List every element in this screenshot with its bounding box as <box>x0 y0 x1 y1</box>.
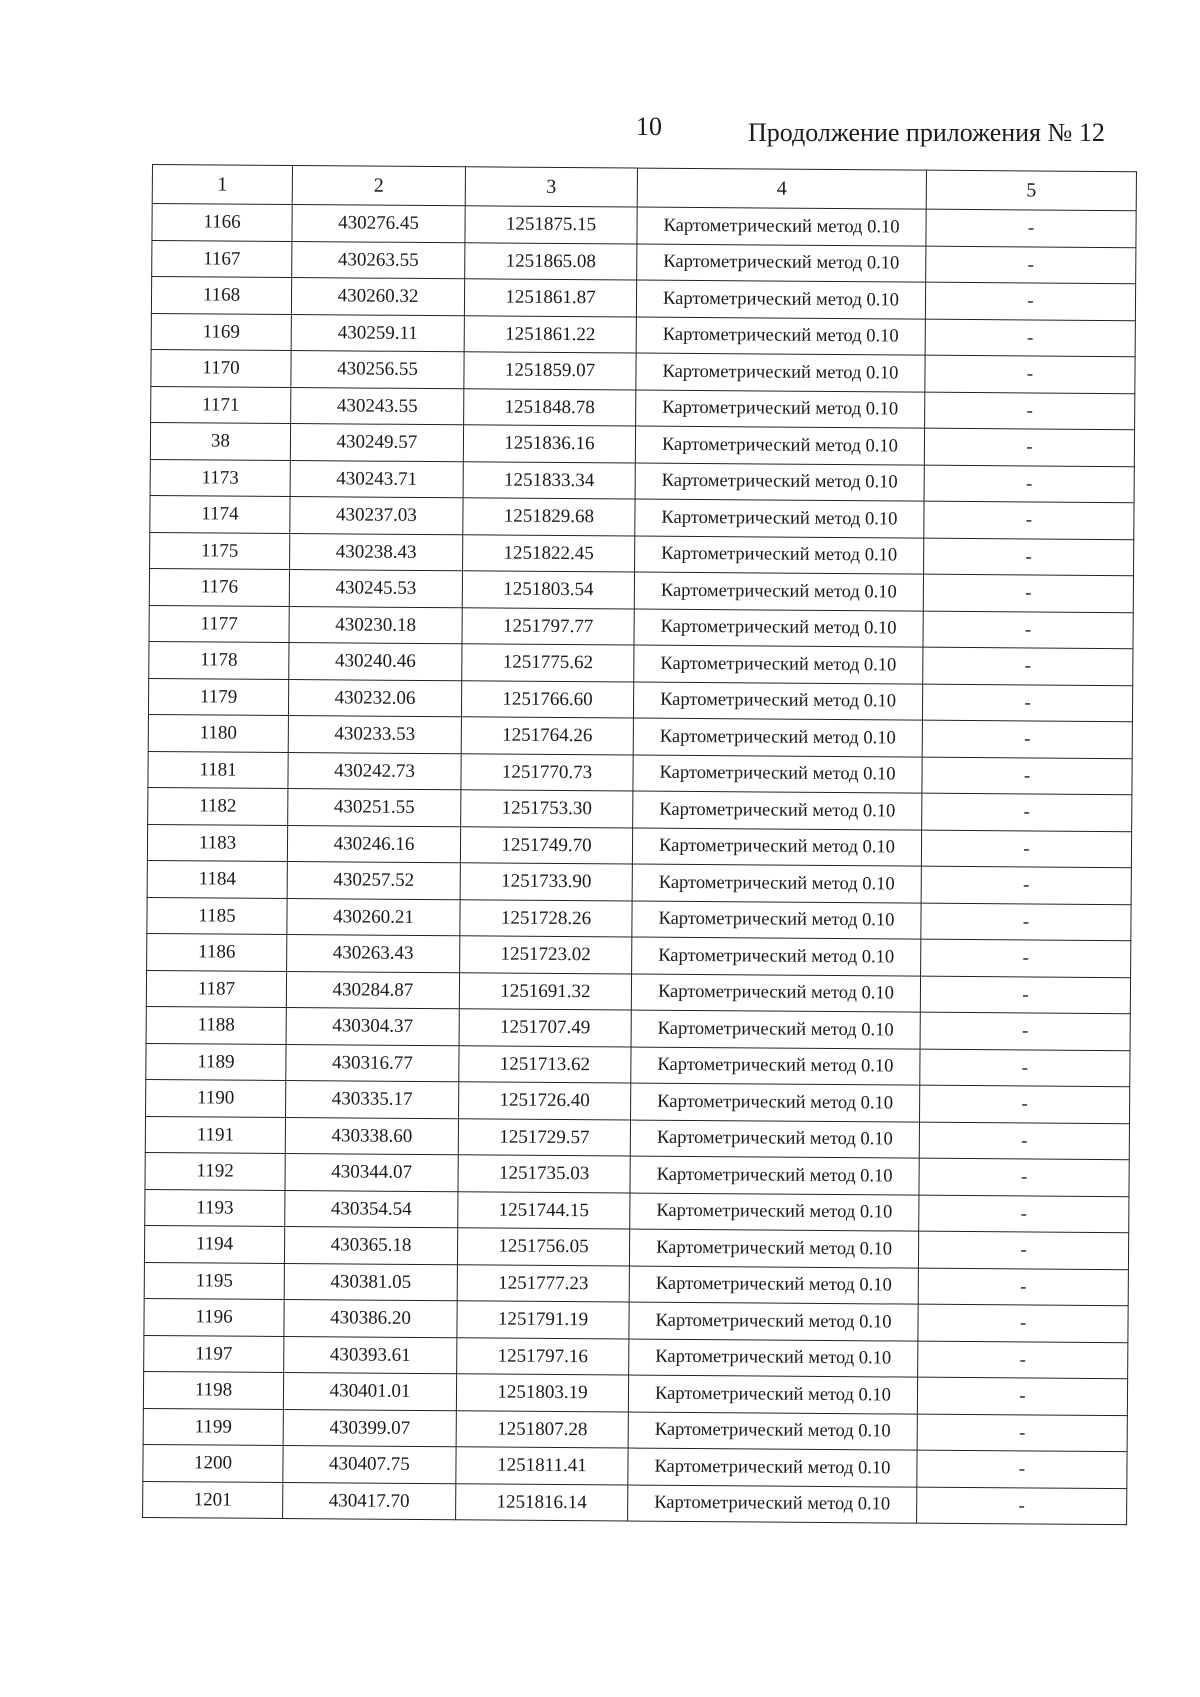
method-cell: Картометрический метод 0.10 <box>635 426 924 465</box>
y-coordinate-cell: 1251756.05 <box>457 1228 629 1266</box>
method-cell: Картометрический метод 0.10 <box>632 864 921 903</box>
point-number-cell: 1180 <box>148 714 288 752</box>
coordinates-table <box>142 164 1137 1525</box>
note-cell: - <box>925 319 1135 357</box>
method-cell: Картометрический метод 0.10 <box>632 828 921 867</box>
x-coordinate-cell: 430338.60 <box>285 1117 458 1155</box>
point-number-cell: 1181 <box>148 751 288 789</box>
x-coordinate-cell: 430238.43 <box>290 533 463 571</box>
x-coordinate-cell: 430304.37 <box>286 1008 459 1046</box>
point-number-cell: 1182 <box>148 787 288 825</box>
y-coordinate-cell: 1251875.15 <box>465 206 637 244</box>
method-cell: Картометрический метод 0.10 <box>630 1120 919 1159</box>
y-coordinate-cell: 1251775.62 <box>462 644 634 682</box>
note-cell: - <box>921 903 1131 941</box>
point-number-cell: 1168 <box>151 277 291 315</box>
x-coordinate-cell: 430242.73 <box>288 752 461 790</box>
point-number-cell: 1185 <box>147 897 287 935</box>
method-cell: Картометрический метод 0.10 <box>629 1229 918 1268</box>
page-header <box>0 112 1200 152</box>
point-number-cell: 1198 <box>143 1371 283 1409</box>
method-cell: Картометрический метод 0.10 <box>635 499 924 538</box>
table-body <box>143 204 1137 1525</box>
note-cell: - <box>920 976 1130 1014</box>
method-cell: Картометрический метод 0.10 <box>636 390 925 429</box>
x-coordinate-cell: 430251.55 <box>288 789 461 827</box>
y-coordinate-cell: 1251728.26 <box>460 899 632 937</box>
point-number-cell: 1179 <box>148 678 288 716</box>
point-number-cell: 1166 <box>152 204 292 242</box>
point-number-cell: 1192 <box>145 1152 285 1190</box>
y-coordinate-cell: 1251797.16 <box>457 1337 629 1375</box>
y-coordinate-cell: 1251865.08 <box>465 242 637 280</box>
x-coordinate-cell: 430243.71 <box>290 460 463 498</box>
x-coordinate-cell: 430237.03 <box>290 497 463 535</box>
method-cell: Картометрический метод 0.10 <box>633 682 922 721</box>
note-cell: - <box>918 1231 1128 1269</box>
y-coordinate-cell: 1251726.40 <box>459 1082 631 1120</box>
note-cell: - <box>925 282 1135 320</box>
point-number-cell: 1173 <box>150 459 290 497</box>
method-cell: Картометрический метод 0.10 <box>634 645 923 684</box>
y-coordinate-cell: 1251733.90 <box>460 863 632 901</box>
point-number-cell: 1174 <box>150 495 290 533</box>
method-cell: Картометрический метод 0.10 <box>633 718 922 757</box>
method-cell: Картометрический метод 0.10 <box>628 1412 917 1451</box>
method-cell: Картометрический метод 0.10 <box>636 353 925 392</box>
x-coordinate-cell: 430230.18 <box>289 606 462 644</box>
note-cell: - <box>920 1049 1130 1087</box>
note-cell: - <box>922 793 1132 831</box>
note-cell: - <box>918 1341 1128 1379</box>
note-cell: - <box>917 1414 1127 1452</box>
column-header-3: 3 <box>465 167 637 207</box>
x-coordinate-cell: 430335.17 <box>286 1081 459 1119</box>
note-cell: - <box>917 1487 1127 1525</box>
x-coordinate-cell: 430407.75 <box>283 1445 456 1483</box>
point-number-cell: 1194 <box>144 1225 284 1263</box>
point-number-cell: 1187 <box>146 970 286 1008</box>
note-cell: - <box>925 392 1135 430</box>
y-coordinate-cell: 1251749.70 <box>460 826 632 864</box>
y-coordinate-cell: 1251811.41 <box>456 1447 628 1485</box>
y-coordinate-cell: 1251753.30 <box>461 790 633 828</box>
note-cell: - <box>921 939 1131 977</box>
y-coordinate-cell: 1251735.03 <box>458 1155 630 1193</box>
point-number-cell: 1201 <box>143 1481 283 1519</box>
note-cell: - <box>920 1085 1130 1123</box>
point-number-cell: 1200 <box>143 1444 283 1482</box>
y-coordinate-cell: 1251723.02 <box>460 936 632 974</box>
y-coordinate-cell: 1251691.32 <box>459 972 631 1010</box>
method-cell: Картометрический метод 0.10 <box>628 1375 917 1414</box>
note-cell: - <box>924 428 1134 466</box>
point-number-cell: 1175 <box>150 532 290 570</box>
point-number-cell: 1167 <box>152 240 292 278</box>
method-cell: Картометрический метод 0.10 <box>631 1083 920 1122</box>
y-coordinate-cell: 1251829.68 <box>463 498 635 536</box>
y-coordinate-cell: 1251729.57 <box>458 1118 630 1156</box>
x-coordinate-cell: 430344.07 <box>285 1154 458 1192</box>
point-number-cell: 1197 <box>144 1335 284 1373</box>
method-cell: Картометрический метод 0.10 <box>636 317 925 356</box>
y-coordinate-cell: 1251848.78 <box>464 388 636 426</box>
method-cell: Картометрический метод 0.10 <box>637 207 926 246</box>
method-cell: Картометрический метод 0.10 <box>633 755 922 794</box>
method-cell: Картометрический метод 0.10 <box>637 244 926 283</box>
x-coordinate-cell: 430260.32 <box>291 278 464 316</box>
method-cell: Картометрический метод 0.10 <box>632 937 921 976</box>
y-coordinate-cell: 1251766.60 <box>461 680 633 718</box>
method-cell: Картометрический метод 0.10 <box>631 1047 920 1086</box>
point-number-cell: 1188 <box>146 1006 286 1044</box>
x-coordinate-cell: 430257.52 <box>287 862 460 900</box>
note-cell: - <box>919 1158 1129 1196</box>
column-header-2: 2 <box>292 166 465 206</box>
y-coordinate-cell: 1251816.14 <box>456 1483 628 1521</box>
x-coordinate-cell: 430401.01 <box>283 1372 456 1410</box>
y-coordinate-cell: 1251764.26 <box>461 717 633 755</box>
method-cell: Картометрический метод 0.10 <box>634 609 923 648</box>
method-cell: Картометрический метод 0.10 <box>636 280 925 319</box>
note-cell: - <box>920 1012 1130 1050</box>
method-cell: Картометрический метод 0.10 <box>631 1010 920 1049</box>
point-number-cell: 1199 <box>143 1408 283 1446</box>
note-cell: - <box>924 501 1134 539</box>
x-coordinate-cell: 430246.16 <box>287 825 460 863</box>
x-coordinate-cell: 430284.87 <box>286 971 459 1009</box>
x-coordinate-cell: 430256.55 <box>291 351 464 389</box>
note-cell: - <box>921 830 1131 868</box>
y-coordinate-cell: 1251861.87 <box>464 279 636 317</box>
method-cell: Картометрический метод 0.10 <box>634 572 923 611</box>
table-row <box>143 1481 1127 1525</box>
note-cell: - <box>926 209 1136 247</box>
y-coordinate-cell: 1251807.28 <box>456 1410 628 1448</box>
x-coordinate-cell: 430260.21 <box>287 898 460 936</box>
x-coordinate-cell: 430249.57 <box>290 424 463 462</box>
point-number-cell: 1186 <box>147 933 287 971</box>
y-coordinate-cell: 1251791.19 <box>457 1301 629 1339</box>
x-coordinate-cell: 430276.45 <box>292 205 465 243</box>
x-coordinate-cell: 430316.77 <box>286 1044 459 1082</box>
note-cell: - <box>925 355 1135 393</box>
x-coordinate-cell: 430232.06 <box>288 679 461 717</box>
method-cell: Картометрический метод 0.10 <box>635 536 924 575</box>
point-number-cell: 1190 <box>146 1079 286 1117</box>
y-coordinate-cell: 1251859.07 <box>464 352 636 390</box>
x-coordinate-cell: 430263.43 <box>287 935 460 973</box>
method-cell: Картометрический метод 0.10 <box>628 1448 917 1487</box>
y-coordinate-cell: 1251803.54 <box>462 571 634 609</box>
note-cell: - <box>924 538 1134 576</box>
note-cell: - <box>921 866 1131 904</box>
point-number-cell: 1169 <box>151 313 291 351</box>
method-cell: Картометрический метод 0.10 <box>629 1266 918 1305</box>
method-cell: Картометрический метод 0.10 <box>635 463 924 502</box>
point-number-cell: 1196 <box>144 1298 284 1336</box>
y-coordinate-cell: 1251707.49 <box>459 1009 631 1047</box>
x-coordinate-cell: 430243.55 <box>291 387 464 425</box>
note-cell: - <box>926 246 1136 284</box>
note-cell: - <box>918 1268 1128 1306</box>
method-cell: Картометрический метод 0.10 <box>629 1302 918 1341</box>
note-cell: - <box>917 1450 1127 1488</box>
y-coordinate-cell: 1251777.23 <box>457 1264 629 1302</box>
point-number-cell: 1193 <box>145 1189 285 1227</box>
point-number-cell: 1191 <box>145 1116 285 1154</box>
point-number-cell: 1171 <box>151 386 291 424</box>
method-cell: Картометрический метод 0.10 <box>633 791 922 830</box>
x-coordinate-cell: 430259.11 <box>291 314 464 352</box>
note-cell: - <box>924 465 1134 503</box>
note-cell: - <box>919 1122 1129 1160</box>
point-number-cell: 1195 <box>144 1262 284 1300</box>
y-coordinate-cell: 1251861.22 <box>464 315 636 353</box>
point-number-cell: 1184 <box>147 860 287 898</box>
column-header-4: 4 <box>637 168 926 209</box>
x-coordinate-cell: 430354.54 <box>285 1190 458 1228</box>
method-cell: Картометрический метод 0.10 <box>632 901 921 940</box>
x-coordinate-cell: 430365.18 <box>284 1227 457 1265</box>
y-coordinate-cell: 1251770.73 <box>461 753 633 791</box>
y-coordinate-cell: 1251836.16 <box>463 425 635 463</box>
y-coordinate-cell: 1251797.77 <box>462 607 634 645</box>
appendix-title: Продолжение приложения № 12 <box>748 118 1105 147</box>
column-header-5: 5 <box>926 170 1136 211</box>
x-coordinate-cell: 430399.07 <box>283 1409 456 1447</box>
point-number-cell: 1183 <box>147 824 287 862</box>
y-coordinate-cell: 1251713.62 <box>459 1045 631 1083</box>
point-number-cell: 1177 <box>149 605 289 643</box>
x-coordinate-cell: 430263.55 <box>292 241 465 279</box>
x-coordinate-cell: 430233.53 <box>288 716 461 754</box>
y-coordinate-cell: 1251803.19 <box>456 1374 628 1412</box>
note-cell: - <box>923 574 1133 612</box>
point-number-cell: 38 <box>150 422 290 460</box>
x-coordinate-cell: 430417.70 <box>283 1482 456 1520</box>
page-number: 10 <box>636 112 662 141</box>
x-coordinate-cell: 430240.46 <box>289 643 462 681</box>
method-cell: Картометрический метод 0.10 <box>630 1193 919 1232</box>
column-header-1: 1 <box>152 165 292 205</box>
note-cell: - <box>923 611 1133 649</box>
note-cell: - <box>919 1195 1129 1233</box>
y-coordinate-cell: 1251833.34 <box>463 461 635 499</box>
method-cell: Картометрический метод 0.10 <box>628 1485 917 1524</box>
point-number-cell: 1178 <box>149 641 289 679</box>
x-coordinate-cell: 430245.53 <box>289 570 462 608</box>
method-cell: Картометрический метод 0.10 <box>629 1339 918 1378</box>
x-coordinate-cell: 430393.61 <box>284 1336 457 1374</box>
point-number-cell: 1176 <box>149 568 289 606</box>
note-cell: - <box>923 647 1133 685</box>
note-cell: - <box>922 757 1132 795</box>
note-cell: - <box>917 1377 1127 1415</box>
y-coordinate-cell: 1251744.15 <box>458 1191 630 1229</box>
method-cell: Картометрический метод 0.10 <box>631 974 920 1013</box>
method-cell: Картометрический метод 0.10 <box>630 1156 919 1195</box>
x-coordinate-cell: 430381.05 <box>284 1263 457 1301</box>
note-cell: - <box>922 684 1132 722</box>
y-coordinate-cell: 1251822.45 <box>463 534 635 572</box>
x-coordinate-cell: 430386.20 <box>284 1299 457 1337</box>
point-number-cell: 1189 <box>146 1043 286 1081</box>
note-cell: - <box>918 1304 1128 1342</box>
note-cell: - <box>922 720 1132 758</box>
point-number-cell: 1170 <box>151 349 291 387</box>
